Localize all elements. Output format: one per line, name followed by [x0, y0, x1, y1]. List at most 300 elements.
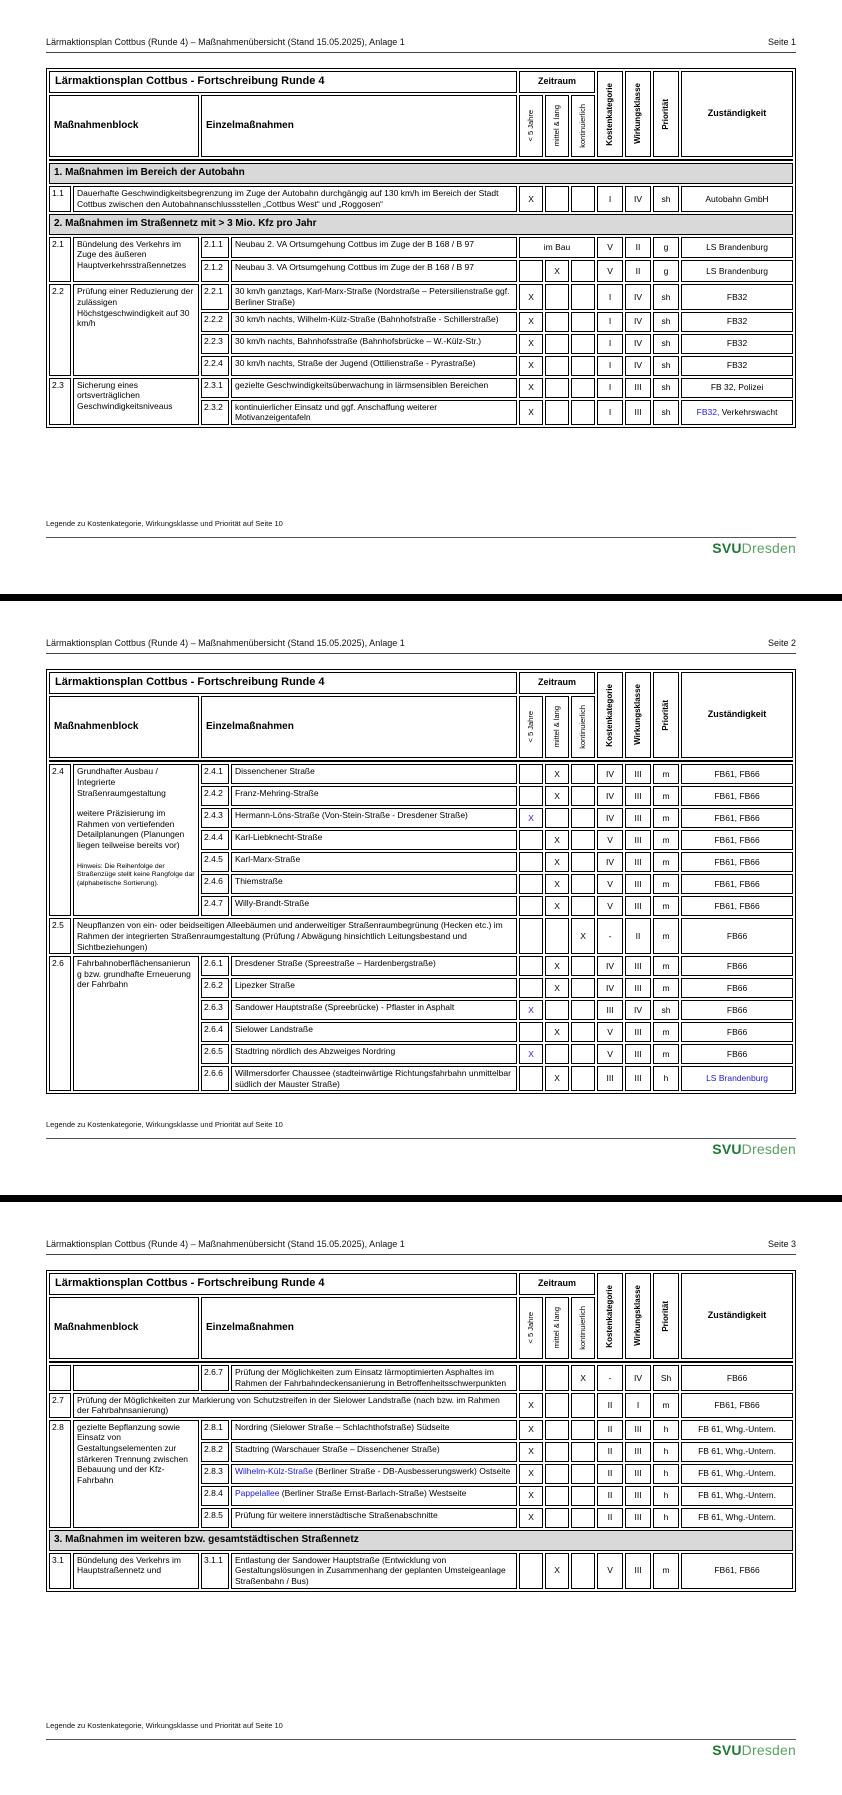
cell-sub-text: [231, 830, 517, 850]
cell-zeitraum-2: [545, 284, 569, 309]
cell-wirkungsklasse: III: [625, 1553, 651, 1589]
cell-sub-text: [231, 1365, 517, 1390]
cell-zustaendigkeit: [681, 852, 793, 872]
cell-zeitraum-3: [571, 786, 595, 806]
cell-zeitraum-3: [571, 764, 595, 784]
cell-zeitraum-1: [519, 852, 543, 872]
section-row: [49, 214, 793, 235]
cell-wirkungsklasse: IV: [625, 312, 651, 332]
cell-zeitraum-2: [545, 1508, 569, 1528]
cell-wirkungsklasse: III: [625, 400, 651, 425]
cell-wirkungsklasse: III: [625, 1442, 651, 1462]
cell-sub-text: [231, 1044, 517, 1064]
block-paragraph: weitere Präzisierung im Rahmen von vertiefenden Detailplanungen (Planungen liegen teilweise bereits vor): [77, 808, 185, 850]
cell-prioritaet: m: [653, 1553, 679, 1589]
cell-zeitraum-2: [545, 1000, 569, 1020]
cell-wirkungsklasse: IV: [625, 356, 651, 376]
page-footer: [46, 519, 796, 556]
text-run: FB 61, Whg.-Untern.: [698, 1490, 777, 1501]
cell-block-number: 2.8: [49, 1420, 71, 1528]
link-text[interactable]: X: [528, 1004, 534, 1015]
cell-wirkungsklasse: III: [625, 378, 651, 398]
legend-note: Legende zu Kostenkategorie, Wirkungsklasse und Priorität auf Seite 10: [46, 519, 283, 528]
page-separator-bar: [0, 594, 842, 601]
cell-zeitraum-2: [545, 1393, 569, 1418]
text-run: Sielower Landstraße: [235, 1024, 313, 1035]
text-run: Franz-Mehring-Straße: [235, 788, 319, 799]
section-label: 1. Maßnahmen im Bereich der Autobahn: [49, 163, 793, 184]
cell-zeitraum-1: [519, 356, 543, 376]
table-row: [49, 284, 793, 309]
table-title: Lärmaktionsplan Cottbus - Fortschreibung Runde 4: [49, 71, 517, 93]
zeitraum-subheader-1: [519, 95, 543, 157]
cell-prioritaet: m: [653, 956, 679, 976]
cell-sub-number: 2.8.2: [201, 1442, 229, 1462]
cell-zeitraum-2: [545, 1553, 569, 1589]
cell-block-text: [73, 237, 199, 283]
cell-prioritaet: m: [653, 1393, 679, 1418]
cell-kostenkategorie: I: [597, 284, 623, 309]
cell-wirkungsklasse: III: [625, 764, 651, 784]
cell-sub-number: 2.6.6: [201, 1066, 229, 1091]
cell-sub-number: 2.6.2: [201, 978, 229, 998]
cell-zustaendigkeit: [681, 874, 793, 894]
cell-prioritaet: sh: [653, 312, 679, 332]
cell-measure-text: [73, 186, 517, 211]
text-run: Sandower Hauptstraße (Spreebrücke) - Pflaster in Asphalt: [235, 1002, 455, 1013]
text-run: Neubau 3. VA Ortsumgehung Cottbus im Zuge der B 168 / B 97: [235, 262, 474, 273]
cell-zeitraum-span: im Bau: [519, 237, 595, 259]
cell-sub-text: [231, 356, 517, 376]
cell-sub-number: 2.4.2: [201, 786, 229, 806]
running-header: Lärmaktionsplan Cottbus (Runde 4) – Maßnahmenübersicht (Stand 15.05.2025), Anlage 1: [46, 1239, 405, 1249]
cell-zeitraum-2: [545, 1420, 569, 1440]
cell-zeitraum-2: [545, 312, 569, 332]
block-paragraph: Bündelung des Verkehrs im Hauptstraßennetz und: [77, 1554, 181, 1576]
cell-wirkungsklasse: III: [625, 808, 651, 828]
cell-zustaendigkeit: [681, 896, 793, 916]
footer-rule: [46, 1138, 796, 1139]
text-run: kontinuierlicher Einsatz und ggf. Anschaffung weiterer Motivanzeigentafeln: [235, 401, 438, 423]
rotated-label: Kostenkategorie: [605, 683, 615, 747]
cell-zeitraum-1: [519, 334, 543, 354]
text-run: FB61, FB66: [714, 900, 760, 911]
cell-sub-text: [231, 378, 517, 398]
text-run: X: [554, 960, 560, 971]
link-text[interactable]: LS Brandenburg: [706, 1073, 768, 1084]
cell-sub-number: 2.4.5: [201, 852, 229, 872]
prioritaet-header: [653, 1273, 679, 1359]
link-text[interactable]: X: [528, 812, 534, 823]
text-run: X: [554, 1565, 560, 1576]
cell-sub-text: [231, 1442, 517, 1462]
cell-zeitraum-3: [571, 1553, 595, 1589]
cell-kostenkategorie: I: [597, 312, 623, 332]
cell-sub-number: 2.8.3: [201, 1464, 229, 1484]
cell-zustaendigkeit: [681, 237, 793, 259]
page-header: [0, 0, 842, 47]
cell-zustaendigkeit: [681, 312, 793, 332]
cell-prioritaet: m: [653, 874, 679, 894]
cell-zeitraum-1: [519, 1420, 543, 1440]
logo-light-text: Dresden: [741, 540, 796, 556]
cell-sub-text: [231, 956, 517, 976]
cell-zustaendigkeit: [681, 186, 793, 211]
wirkungsklasse-header: [625, 672, 651, 758]
table-row: [49, 918, 793, 954]
cell-wirkungsklasse: III: [625, 852, 651, 872]
cell-zeitraum-3: [571, 1464, 595, 1484]
logo-light-text: Dresden: [741, 1141, 796, 1157]
rotated-label: Wirkungsklasse: [633, 83, 643, 145]
cell-block-number: 3.1: [49, 1553, 71, 1589]
table-title-row: [49, 1273, 793, 1295]
cell-block-number: 2.3: [49, 378, 71, 425]
text-run: FB 61, Whg.-Untern.: [698, 1424, 777, 1435]
cell-zeitraum-2: [545, 400, 569, 425]
zeitraum-subheader-3: [571, 95, 595, 157]
cell-wirkungsklasse: III: [625, 830, 651, 850]
block-paragraph: gezielte Bepflanzung sowie Einsatz von Gestaltungselementen zur stärkeren Trennung zwischen Bebauung und der Kfz-Fahrbahn: [77, 1421, 189, 1485]
cell-zustaendigkeit: [681, 1022, 793, 1042]
cell-zustaendigkeit: [681, 1508, 793, 1528]
cell-sub-text: [231, 1553, 517, 1589]
block-paragraph: Bündelung des Verkehrs im Zuge des äußeren Hauptverkehrsstraßennetzes: [77, 238, 187, 270]
cell-sub-number: 2.8.1: [201, 1420, 229, 1440]
cell-zustaendigkeit: [681, 830, 793, 850]
cell-kostenkategorie: V: [597, 1044, 623, 1064]
cell-sub-number: 2.8.4: [201, 1486, 229, 1506]
text-run: X: [528, 360, 534, 371]
cell-prioritaet: sh: [653, 186, 679, 211]
cell-zeitraum-2: [545, 1486, 569, 1506]
footer-rule: [46, 537, 796, 538]
table-row: [49, 1420, 793, 1440]
cell-wirkungsklasse: III: [625, 1044, 651, 1064]
cell-block-number: 2.6: [49, 956, 71, 1091]
cell-kostenkategorie: III: [597, 1000, 623, 1020]
link-text[interactable]: FB32,: [696, 406, 720, 417]
table-row: [49, 237, 793, 259]
cell-sub-number: 2.6.3: [201, 1000, 229, 1020]
massnahmenblock-header: Maßnahmenblock: [49, 1297, 199, 1359]
cell-kostenkategorie: V: [597, 896, 623, 916]
cell-sub-text: [231, 852, 517, 872]
page-number: Seite 2: [767, 638, 796, 648]
text-run: LS Brandenburg: [706, 242, 768, 253]
cell-kostenkategorie: IV: [597, 978, 623, 998]
cell-zustaendigkeit: [681, 808, 793, 828]
cell-wirkungsklasse: I: [625, 1393, 651, 1418]
cell-prioritaet: sh: [653, 400, 679, 425]
text-run: Willy-Brandt-Straße: [235, 898, 310, 909]
rotated-label: Kostenkategorie: [605, 1284, 615, 1348]
cell-block-text: [73, 1365, 199, 1390]
text-run: X: [554, 834, 560, 845]
cell-prioritaet: h: [653, 1066, 679, 1091]
text-run: X: [528, 316, 534, 327]
cell-sub-text: [231, 1066, 517, 1091]
header-separator: [49, 1361, 793, 1364]
text-run: Karl-Liebknecht-Straße: [235, 832, 323, 843]
cell-kostenkategorie: I: [597, 400, 623, 425]
cell-zeitraum-2: [545, 1022, 569, 1042]
text-run: FB61, FB66: [714, 856, 760, 867]
cell-sub-number: 2.3.2: [201, 400, 229, 425]
text-run: X: [554, 900, 560, 911]
header-rule: [46, 1254, 796, 1255]
header-rule: [46, 653, 796, 654]
cell-prioritaet: m: [653, 1022, 679, 1042]
cell-zeitraum-2: [545, 786, 569, 806]
cell-zeitraum-3: [571, 260, 595, 282]
cell-kostenkategorie: I: [597, 378, 623, 398]
cell-zeitraum-3: [571, 1044, 595, 1064]
cell-wirkungsklasse: III: [625, 896, 651, 916]
kostenkategorie-header: [597, 1273, 623, 1359]
cell-kostenkategorie: -: [597, 1365, 623, 1390]
text-run: FB32: [726, 291, 748, 302]
cell-measure-number: 1.1: [49, 186, 71, 211]
cell-zeitraum-1: [519, 918, 543, 954]
cell-zeitraum-1: [519, 1464, 543, 1484]
text-run: FB66: [726, 930, 748, 941]
cell-zeitraum-1: [519, 874, 543, 894]
rotated-label: Kostenkategorie: [605, 82, 615, 146]
text-run: FB66: [726, 1372, 748, 1383]
logo-light-text: Dresden: [741, 1742, 796, 1758]
cell-zeitraum-1: [519, 1508, 543, 1528]
zeitraum-group-header: Zeitraum: [519, 71, 595, 93]
cell-zeitraum-1: [519, 1066, 543, 1091]
cell-wirkungsklasse: II: [625, 918, 651, 954]
cell-prioritaet: m: [653, 918, 679, 954]
text-run: Thiemstraße: [235, 876, 283, 887]
text-run: X: [528, 1424, 534, 1435]
cell-zeitraum-3: [571, 874, 595, 894]
cell-sub-text: [231, 786, 517, 806]
cell-zeitraum-3: [571, 284, 595, 309]
cell-wirkungsklasse: IV: [625, 1365, 651, 1390]
text-run: Dauerhafte Geschwindigkeitsbegrenzung im Zuge der Autobahn durchgängig auf 130 km/h im Bereich der Stadt Cottbus zwischen den Autobahnanschlussstellen „Cottbus West“ und „Roggosen“: [77, 188, 499, 209]
text-run: gezielte Geschwindigkeitsüberwachung in lärmsensiblen Bereichen: [235, 379, 489, 390]
rotated-label: Priorität: [661, 699, 671, 731]
block-paragraph: Sicherung eines ortsverträglichen Geschwindigkeitsniveaus: [77, 379, 173, 411]
cell-zustaendigkeit: [681, 978, 793, 998]
cell-zeitraum-3: [571, 852, 595, 872]
cell-zeitraum-3: [571, 1066, 595, 1091]
cell-zustaendigkeit: [681, 356, 793, 376]
cell-sub-text: [231, 334, 517, 354]
cell-zeitraum-1: [519, 260, 543, 282]
text-run: (Berliner Straße - DB-Ausbesserungswerk) Ostseite: [312, 1465, 511, 1476]
cell-zeitraum-1: [519, 400, 543, 425]
cell-zeitraum-1: [519, 978, 543, 998]
cell-kostenkategorie: II: [597, 1486, 623, 1506]
measures-table-grid: [47, 1271, 795, 1591]
cell-kostenkategorie: II: [597, 1508, 623, 1528]
text-run: X: [528, 193, 534, 204]
cell-wirkungsklasse: III: [625, 786, 651, 806]
cell-prioritaet: m: [653, 1044, 679, 1064]
table-row: [49, 186, 793, 211]
page-header: [0, 601, 842, 648]
cell-sub-text: [231, 1508, 517, 1528]
table-title-row: [49, 672, 793, 694]
cell-measure-number: 2.7: [49, 1393, 71, 1418]
cell-zeitraum-3: [571, 1393, 595, 1418]
cell-sub-number: 2.4.1: [201, 764, 229, 784]
cell-zustaendigkeit: [681, 764, 793, 784]
text-run: FB61, FB66: [714, 1399, 760, 1410]
text-run: X: [554, 878, 560, 889]
table-title-row: [49, 71, 793, 93]
text-run: Prüfung für weitere innerstädtische Straßenabschnitte: [235, 1509, 438, 1520]
text-run: (Berliner Straße Ernst-Barlach-Straße) Westseite: [279, 1487, 467, 1498]
cell-kostenkategorie: II: [597, 1420, 623, 1440]
text-run: Neupflanzen von ein- oder beidseitigen Alleebäumen und anderweitiger Straßenraumbegrünung (Hecken etc.) im Rahmen der integrierten Straßenraumgestaltung (Prüfung / Abwägung hinsichtlich Leitungsbestand und Sichtbeziehungen): [77, 920, 503, 952]
zeitraum-subheader-1: [519, 696, 543, 758]
cell-prioritaet: m: [653, 808, 679, 828]
wirkungsklasse-header: [625, 71, 651, 157]
cell-zeitraum-1: [519, 284, 543, 309]
page-1: [0, 0, 842, 594]
cell-prioritaet: h: [653, 1486, 679, 1506]
cell-zeitraum-2: [545, 378, 569, 398]
page-3: [0, 1202, 842, 1795]
text-run: X: [528, 1490, 534, 1501]
cell-sub-number: 2.2.1: [201, 284, 229, 309]
cell-prioritaet: g: [653, 237, 679, 259]
text-run: FB61, FB66: [714, 1565, 760, 1576]
text-run: X: [554, 1073, 560, 1084]
cell-prioritaet: sh: [653, 1000, 679, 1020]
block-paragraph: Fahrbahnoberflächensanierung bzw. grundhafte Erneuerung der Fahrbahn: [77, 958, 191, 990]
measures-table: [46, 1270, 796, 1592]
link-text[interactable]: Pappelallee: [235, 1487, 280, 1498]
cell-zustaendigkeit: [681, 400, 793, 425]
cell-wirkungsklasse: IV: [625, 334, 651, 354]
cell-zeitraum-1: [519, 830, 543, 850]
logo-bold-text: SVU: [712, 1742, 742, 1758]
text-run: Prüfung der Möglichkeiten zum Einsatz lärmoptimierten Asphaltes im Rahmen der Fahrbahndeckensanierung in Betroffenheitsschwerpunkten: [235, 1367, 507, 1388]
header-separator-row: [49, 760, 793, 763]
page-number: Seite 1: [767, 37, 796, 47]
cell-prioritaet: h: [653, 1442, 679, 1462]
text-run: FB 61, Whg.-Untern.: [698, 1468, 777, 1479]
link-text[interactable]: X: [528, 1048, 534, 1059]
text-run: Lipezker Straße: [235, 980, 295, 991]
text-run: X: [580, 930, 586, 941]
measures-table: [46, 68, 796, 428]
measures-table: [46, 669, 796, 1094]
cell-sub-text: [231, 764, 517, 784]
cell-kostenkategorie: V: [597, 830, 623, 850]
legend-note: Legende zu Kostenkategorie, Wirkungsklasse und Priorität auf Seite 10: [46, 1721, 283, 1730]
cell-sub-text: [231, 1000, 517, 1020]
cell-zeitraum-2: [545, 1365, 569, 1390]
text-run: 30 km/h nachts, Wilhelm-Külz-Straße (Bahnhofstraße - Schillerstraße): [235, 313, 499, 324]
cell-zustaendigkeit: [681, 1420, 793, 1440]
cell-prioritaet: m: [653, 830, 679, 850]
cell-zustaendigkeit: [681, 1066, 793, 1091]
cell-kostenkategorie: V: [597, 1022, 623, 1042]
cell-zeitraum-2: [545, 260, 569, 282]
cell-sub-text: [231, 312, 517, 332]
text-run: X: [580, 1372, 586, 1383]
text-run: FB61, FB66: [714, 790, 760, 801]
text-run: X: [528, 1512, 534, 1523]
cell-zeitraum-2: [545, 918, 569, 954]
cell-prioritaet: m: [653, 978, 679, 998]
rotated-label: mittel & lang: [552, 706, 562, 748]
cell-sub-text: [231, 1464, 517, 1484]
cell-wirkungsklasse: IV: [625, 284, 651, 309]
page-footer: [46, 1120, 796, 1157]
table-title: Lärmaktionsplan Cottbus - Fortschreibung Runde 4: [49, 672, 517, 694]
zeitraum-subheader-3: [571, 1297, 595, 1359]
cell-sub-number: 3.1.1: [201, 1553, 229, 1589]
cell-zustaendigkeit: [681, 1393, 793, 1418]
cell-zeitraum-2: [545, 1464, 569, 1484]
cell-zustaendigkeit: [681, 1464, 793, 1484]
block-hint: Hinweis: Die Reihenfolge der Straßenzüge stellt keine Rangfolge dar (alphabetische Sortierung).: [77, 862, 195, 888]
cell-zeitraum-1: [519, 1442, 543, 1462]
section-row: [49, 163, 793, 184]
cell-wirkungsklasse: III: [625, 1022, 651, 1042]
cell-zeitraum-1: [519, 1000, 543, 1020]
cell-zeitraum-3: [571, 1442, 595, 1462]
header-separator-row: [49, 1361, 793, 1364]
link-text[interactable]: Wilhelm-Külz-Straße: [235, 1465, 313, 1476]
cell-zeitraum-3: [571, 186, 595, 211]
text-run: FB32: [726, 316, 748, 327]
block-paragraph: Grundhafter Ausbau / Integrierte Straßenraumgestaltung: [77, 766, 166, 798]
cell-sub-number: 2.6.5: [201, 1044, 229, 1064]
cell-zeitraum-3: [571, 896, 595, 916]
section-label: 2. Maßnahmen im Straßennetz mit > 3 Mio. Kfz pro Jahr: [49, 214, 793, 235]
cell-prioritaet: g: [653, 260, 679, 282]
cell-zeitraum-1: [519, 1553, 543, 1589]
cell-wirkungsklasse: III: [625, 1066, 651, 1091]
cell-zeitraum-2: [545, 830, 569, 850]
cell-sub-text: [231, 978, 517, 998]
massnahmenblock-header: Maßnahmenblock: [49, 696, 199, 758]
text-run: 30 km/h nachts, Straße der Jugend (Ottilienstraße - Pyrastraße): [235, 357, 476, 368]
cell-zeitraum-1: [519, 956, 543, 976]
cell-zustaendigkeit: [681, 1044, 793, 1064]
cell-zustaendigkeit: [681, 334, 793, 354]
cell-kostenkategorie: V: [597, 260, 623, 282]
measures-table-grid: [47, 670, 795, 1093]
header-separator: [49, 159, 793, 162]
text-run: Nordring (Sielower Straße – Schlachthofstraße) Südseite: [235, 1421, 450, 1432]
cell-zeitraum-1: [519, 1486, 543, 1506]
cell-prioritaet: sh: [653, 334, 679, 354]
cell-prioritaet: sh: [653, 378, 679, 398]
text-run: FB32: [726, 338, 748, 349]
cell-block-text: [73, 378, 199, 425]
cell-kostenkategorie: IV: [597, 956, 623, 976]
cell-prioritaet: m: [653, 852, 679, 872]
text-run: X: [528, 1399, 534, 1410]
zeitraum-subheader-2: [545, 95, 569, 157]
text-run: FB 32, Polizei: [710, 382, 764, 393]
cell-block-number: 2.2: [49, 284, 71, 375]
cell-zeitraum-3: [571, 334, 595, 354]
cell-zustaendigkeit: [681, 1442, 793, 1462]
cell-sub-number: 2.4.3: [201, 808, 229, 828]
